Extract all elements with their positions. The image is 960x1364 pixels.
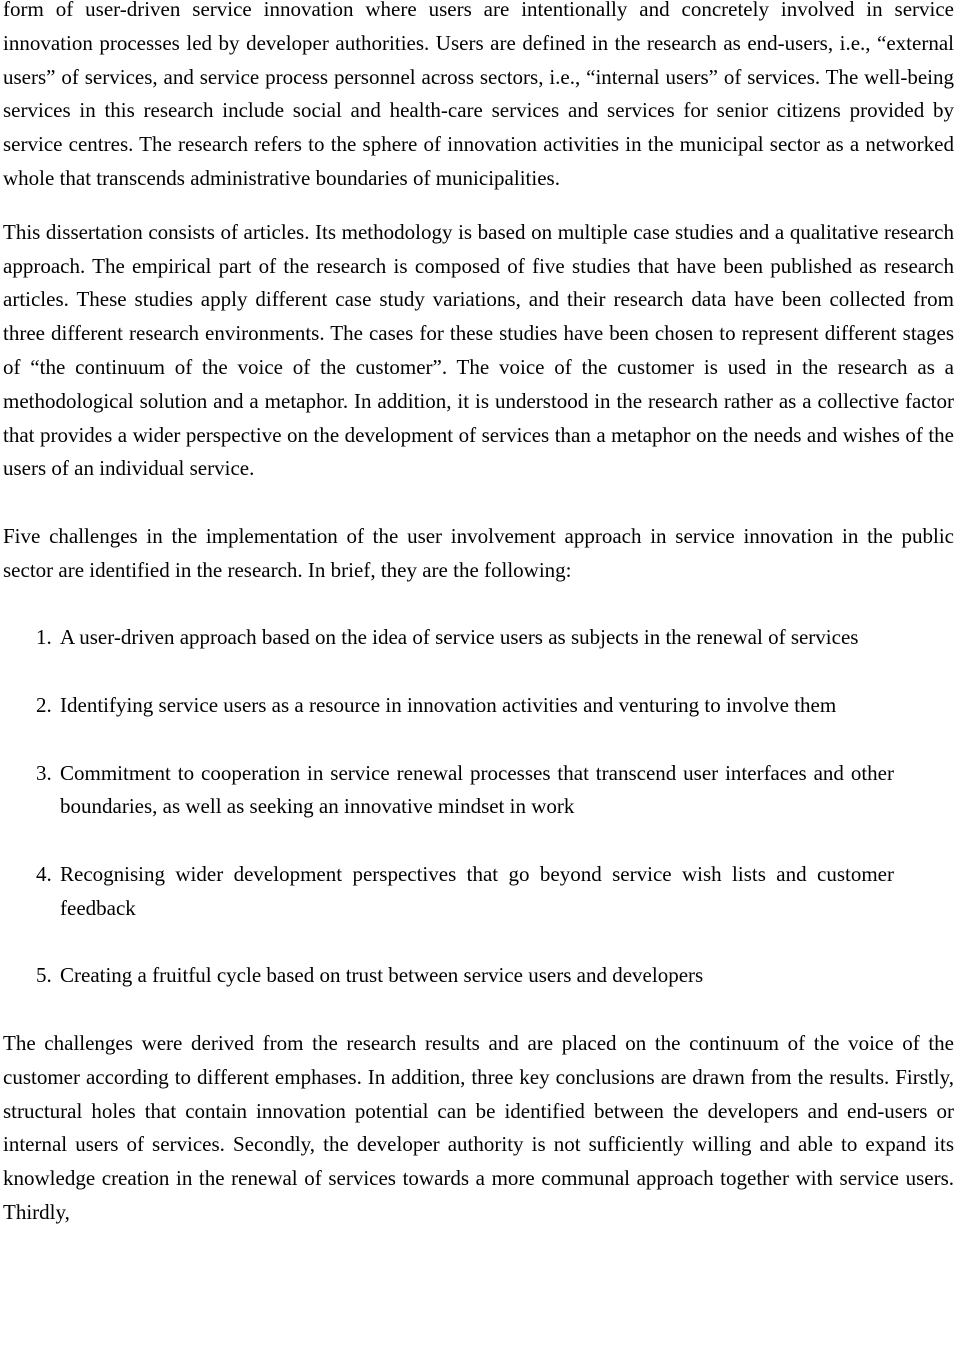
list-item bbox=[3, 621, 894, 655]
body-paragraph: The challenges were derived from the research results and are placed on the continuum of the voice of the customer according to different emphases. In addition, three key conclusions are drawn from the results. Firstly, structural holes that contain innovation potential can be identified between the developers and end-users or internal users of services. Secondly, the developer authority is not sufficiently willing and able to expand its knowledge creation in the renewal of services towards a more communal approach together with service users. Thirdly, bbox=[3, 1030, 954, 1224]
list-item-number: 4. bbox=[36, 861, 52, 886]
list-item-number: 3. bbox=[36, 760, 52, 785]
list-item bbox=[3, 959, 894, 993]
list-item-text: Recognising wider development perspectives that go beyond service wish lists and customer feedback bbox=[60, 861, 894, 920]
body-paragraph: Five challenges in the implementation of the user involvement approach in service innovation in the public sector are identified in the research. In brief, they are the following: bbox=[3, 523, 954, 582]
list-item-text: Creating a fruitful cycle based on trust between service users and developers bbox=[60, 963, 704, 988]
list-item-number: 1. bbox=[36, 625, 52, 650]
body-paragraph: This dissertation consists of articles. Its methodology is based on multiple case studies and a qualitative research approach. The empirical part of the research is composed of five studies that have been published as research articles. These studies apply different case study variations, and their research data have been collected from three different research environments. The cases for these studies have been chosen to represent different stages of “the continuum of the voice of the customer”. The voice of the customer is used in the research as a methodological solution and a metaphor. In addition, it is understood in the research rather as a collective factor that provides a wider perspective on the development of services than a metaphor on the needs and wishes of the users of an individual service. bbox=[3, 219, 954, 481]
document-page bbox=[3, 0, 954, 1230]
list-item-text: A user-driven approach based on the idea of service users as subjects in the renewal of services bbox=[60, 625, 859, 650]
list-item-number: 5. bbox=[36, 963, 52, 988]
paragraph-gap bbox=[3, 993, 954, 1027]
challenges-list bbox=[3, 621, 954, 993]
body-paragraph: form of user-driven service innovation where users are intentionally and concretely involved in service innovation processes led by developer authorities. Users are defined in the research as end-users, i.e., “external users” of services, and service process personnel across sectors, i.e., “internal users” of services. The well-being services in this research include social and health-care services and services for senior citizens provided by service centres. The research refers to the sphere of innovation activities in the municipal sector as a networked whole that transcends administrative boundaries of municipalities. bbox=[3, 0, 954, 190]
list-item bbox=[3, 689, 894, 723]
paragraph-gap bbox=[3, 486, 954, 520]
list-item-text: Identifying service users as a resource in innovation activities and venturing to involve them bbox=[60, 692, 837, 717]
list-item bbox=[3, 757, 894, 825]
paragraph-gap bbox=[3, 588, 954, 622]
list-item-number: 2. bbox=[36, 692, 52, 717]
list-item-text: Commitment to cooperation in service renewal processes that transcend user interfaces and other boundaries, as well as seeking an innovative mindset in work bbox=[60, 760, 894, 819]
list-item bbox=[3, 858, 894, 926]
paragraph-gap bbox=[3, 196, 954, 216]
